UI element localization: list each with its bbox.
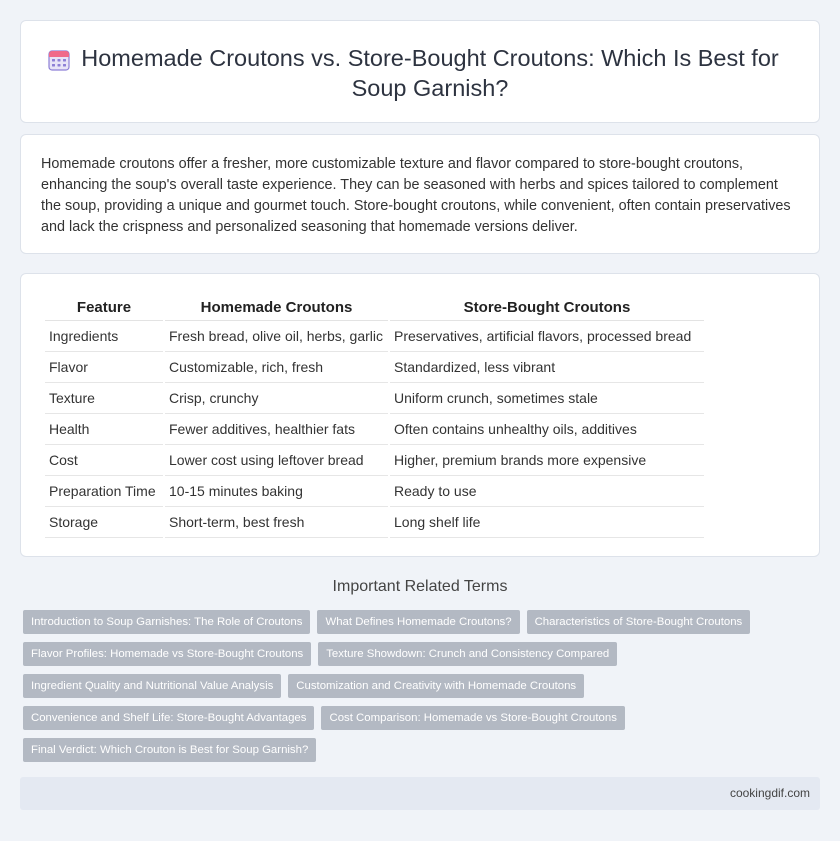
tag-row (23, 738, 813, 762)
cell-feature: Texture (45, 383, 163, 414)
cell-feature: Flavor (45, 352, 163, 383)
tag-row (23, 674, 813, 698)
cell-feature: Ingredients (45, 321, 163, 352)
cell-store-bought: Ready to use (390, 476, 704, 507)
cell-feature: Health (45, 414, 163, 445)
related-term-tag[interactable]: Introduction to Soup Garnishes: The Role of Croutons (23, 610, 310, 634)
table-row (45, 352, 704, 383)
table-row (45, 445, 704, 476)
cell-store-bought: Often contains unhealthy oils, additives (390, 414, 704, 445)
tag-row (23, 642, 813, 666)
cell-feature: Preparation Time (45, 476, 163, 507)
cell-homemade: Fewer additives, healthier fats (165, 414, 388, 445)
related-terms-title: Important Related Terms (332, 578, 508, 595)
footer (20, 777, 820, 810)
table-header-row (45, 295, 704, 321)
related-term-tag[interactable]: Customization and Creativity with Homemade Croutons (288, 674, 584, 698)
page-title: Homemade Croutons vs. Store-Bought Croutons: Which Is Best for Soup Garnish? (81, 45, 779, 101)
intro-paragraph: Homemade croutons offer a fresher, more customizable texture and flavor compared to store-bought croutons, enhancing the soup's overall taste experience. They can be seasoned with herbs and spices tailored to complement the soup, providing a unique and gourmet touch. Store-bought croutons, while convenient, often contain preservatives and lack the crispness and personalized seasoning that homemade versions deliver. (41, 156, 791, 235)
cell-store-bought: Uniform crunch, sometimes stale (390, 383, 704, 414)
tag-row (23, 706, 813, 730)
related-term-tag[interactable]: Cost Comparison: Homemade vs Store-Bought Croutons (321, 706, 624, 730)
comparison-table (43, 295, 706, 538)
cell-store-bought: Long shelf life (390, 507, 704, 538)
related-term-tag[interactable]: Texture Showdown: Crunch and Consistency Compared (318, 642, 617, 666)
comparison-card (20, 273, 820, 557)
intro-card (20, 134, 820, 254)
related-term-tag[interactable]: Final Verdict: Which Crouton is Best for Soup Garnish? (23, 738, 316, 762)
cell-feature: Cost (45, 445, 163, 476)
cell-homemade: 10-15 minutes baking (165, 476, 388, 507)
related-term-tag[interactable]: Characteristics of Store-Bought Croutons (527, 610, 751, 634)
footer-site[interactable]: cookingdif.com (729, 786, 810, 800)
cell-store-bought: Higher, premium brands more expensive (390, 445, 704, 476)
related-term-tag[interactable]: Ingredient Quality and Nutritional Value Analysis (23, 674, 281, 698)
table-row (45, 507, 704, 538)
cell-homemade: Lower cost using leftover bread (165, 445, 388, 476)
related-term-tag[interactable]: What Defines Homemade Croutons? (317, 610, 519, 634)
related-term-tag[interactable]: Convenience and Shelf Life: Store-Bought Advantages (23, 706, 314, 730)
cell-store-bought: Preservatives, artificial flavors, processed bread (390, 321, 704, 352)
cell-homemade: Customizable, rich, fresh (165, 352, 388, 383)
cell-homemade: Fresh bread, olive oil, herbs, garlic (165, 321, 388, 352)
table-row (45, 383, 704, 414)
cell-feature: Storage (45, 507, 163, 538)
header-feature: Feature (45, 295, 163, 321)
table-row (45, 321, 704, 352)
header-store-bought: Store-Bought Croutons (390, 295, 704, 321)
cell-homemade: Short-term, best fresh (165, 507, 388, 538)
table-row (45, 414, 704, 445)
cell-store-bought: Standardized, less vibrant (390, 352, 704, 383)
tag-row (23, 610, 813, 634)
related-term-tag[interactable]: Flavor Profiles: Homemade vs Store-Bought Croutons (23, 642, 311, 666)
header-homemade: Homemade Croutons (165, 295, 388, 321)
title-card (20, 20, 820, 123)
cell-homemade: Crisp, crunchy (165, 383, 388, 414)
related-terms-list (23, 610, 813, 770)
table-row (45, 476, 704, 507)
